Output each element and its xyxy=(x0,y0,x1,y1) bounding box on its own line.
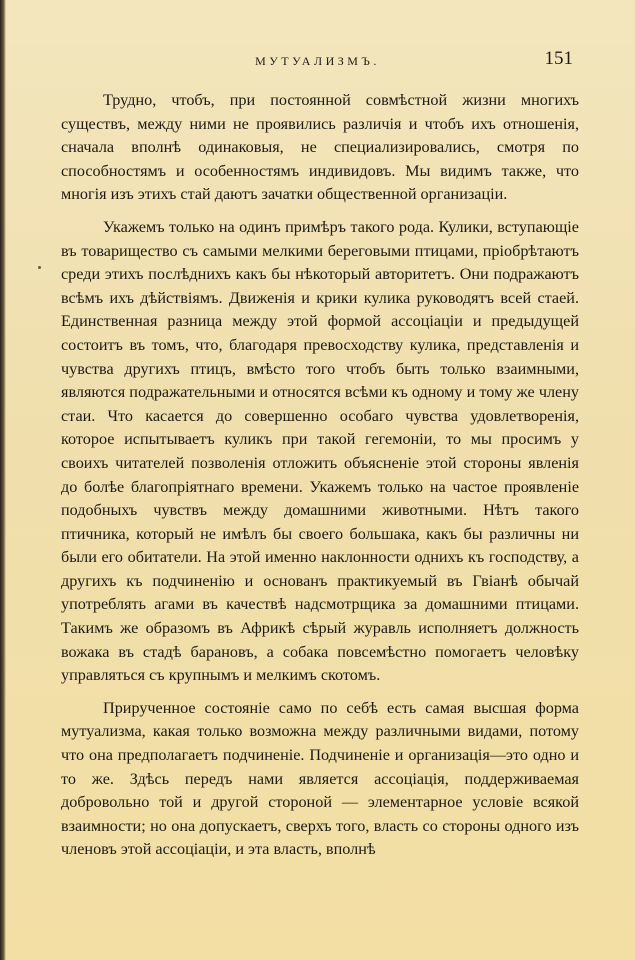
page-number: 151 xyxy=(544,48,573,69)
body-text xyxy=(61,89,579,871)
running-title: МУТУАЛИЗМЪ. xyxy=(255,54,380,68)
page-edge-shadow xyxy=(0,0,6,960)
paragraph-1: Трудно, чтобъ, при постоянной совмѣстной жизни многихъ существъ, между ними не проявились различія и чтобъ ихъ отношенія, сначала вполнѣ одинаковыя, не специализировались, смотря по способностямъ и особенностямъ индивидовъ. Мы видимъ также, что многія изъ этихъ стай даютъ зачатки общественной организаціи. xyxy=(61,91,579,204)
paragraph-3: Прирученное состояніе само по себѣ есть самая высшая форма мутуализма, какая только возможна между различными видами, потому что она предполагаетъ подчиненіе. Подчиненіе и организація—это одно и то же. Здѣсь передъ нами является ассоціація, поддерживаемая добровольно той и другой стороной — элементарное условіе всякой взаимности; но она допускаетъ, сверхъ того, власть со стороны одного изъ членовъ этой ассоціаціи, и эта власть, вполнѣ xyxy=(61,698,579,859)
paragraph-2: Укажемъ только на одинъ примѣръ такого рода. Кулики, вступающіе въ товарищество съ самыми мелкими береговыми птицами, пріобрѣтаютъ среди этихъ послѣднихъ какъ бы нѣкоторый авторитетъ. Они подражаютъ всѣмъ ихъ дѣйствіямъ. Движенія и крики кулика руководятъ всей стаей. Единственная разница между этой формой ассоціаціи и предыдущей состоитъ въ томъ, что, благодаря превосходству кулика, представленія и чувства другихъ птицъ, вмѣсто того чтобъ быть только взаимными, являются подражательными и относятся всѣми къ одному и тому же члену стаи. Что касается до совершенно особаго чувства удовлетворенія, которое испытываетъ куликъ при такой гегемоніи, то мы просимъ у своихъ читателей позволенія отложить объясненіе этой стороны явленія до болѣе благопріятнаго времени. Укажемъ только на частое проявленіе подобныхъ чувствъ между домашними животными. Нѣтъ такого птичника, который не имѣлъ бы своего большака, какъ бы различны ни были его обитатели. На этой именно наклонности однихъ къ господству, а другихъ къ подчиненію и основанъ практикуемый въ Гвіанѣ обычай употреблять агами въ качествѣ надсмотрщика за домашними птицами. Такимъ же образомъ въ Африкѣ сѣрый журавль исполняетъ должность вожака въ стадѣ барановъ, а собака повсемѣстно помогаетъ человѣку управляться съ крупнымъ и мелкимъ скотомъ. xyxy=(61,217,579,685)
running-head xyxy=(0,48,635,72)
ink-spot xyxy=(38,266,41,269)
